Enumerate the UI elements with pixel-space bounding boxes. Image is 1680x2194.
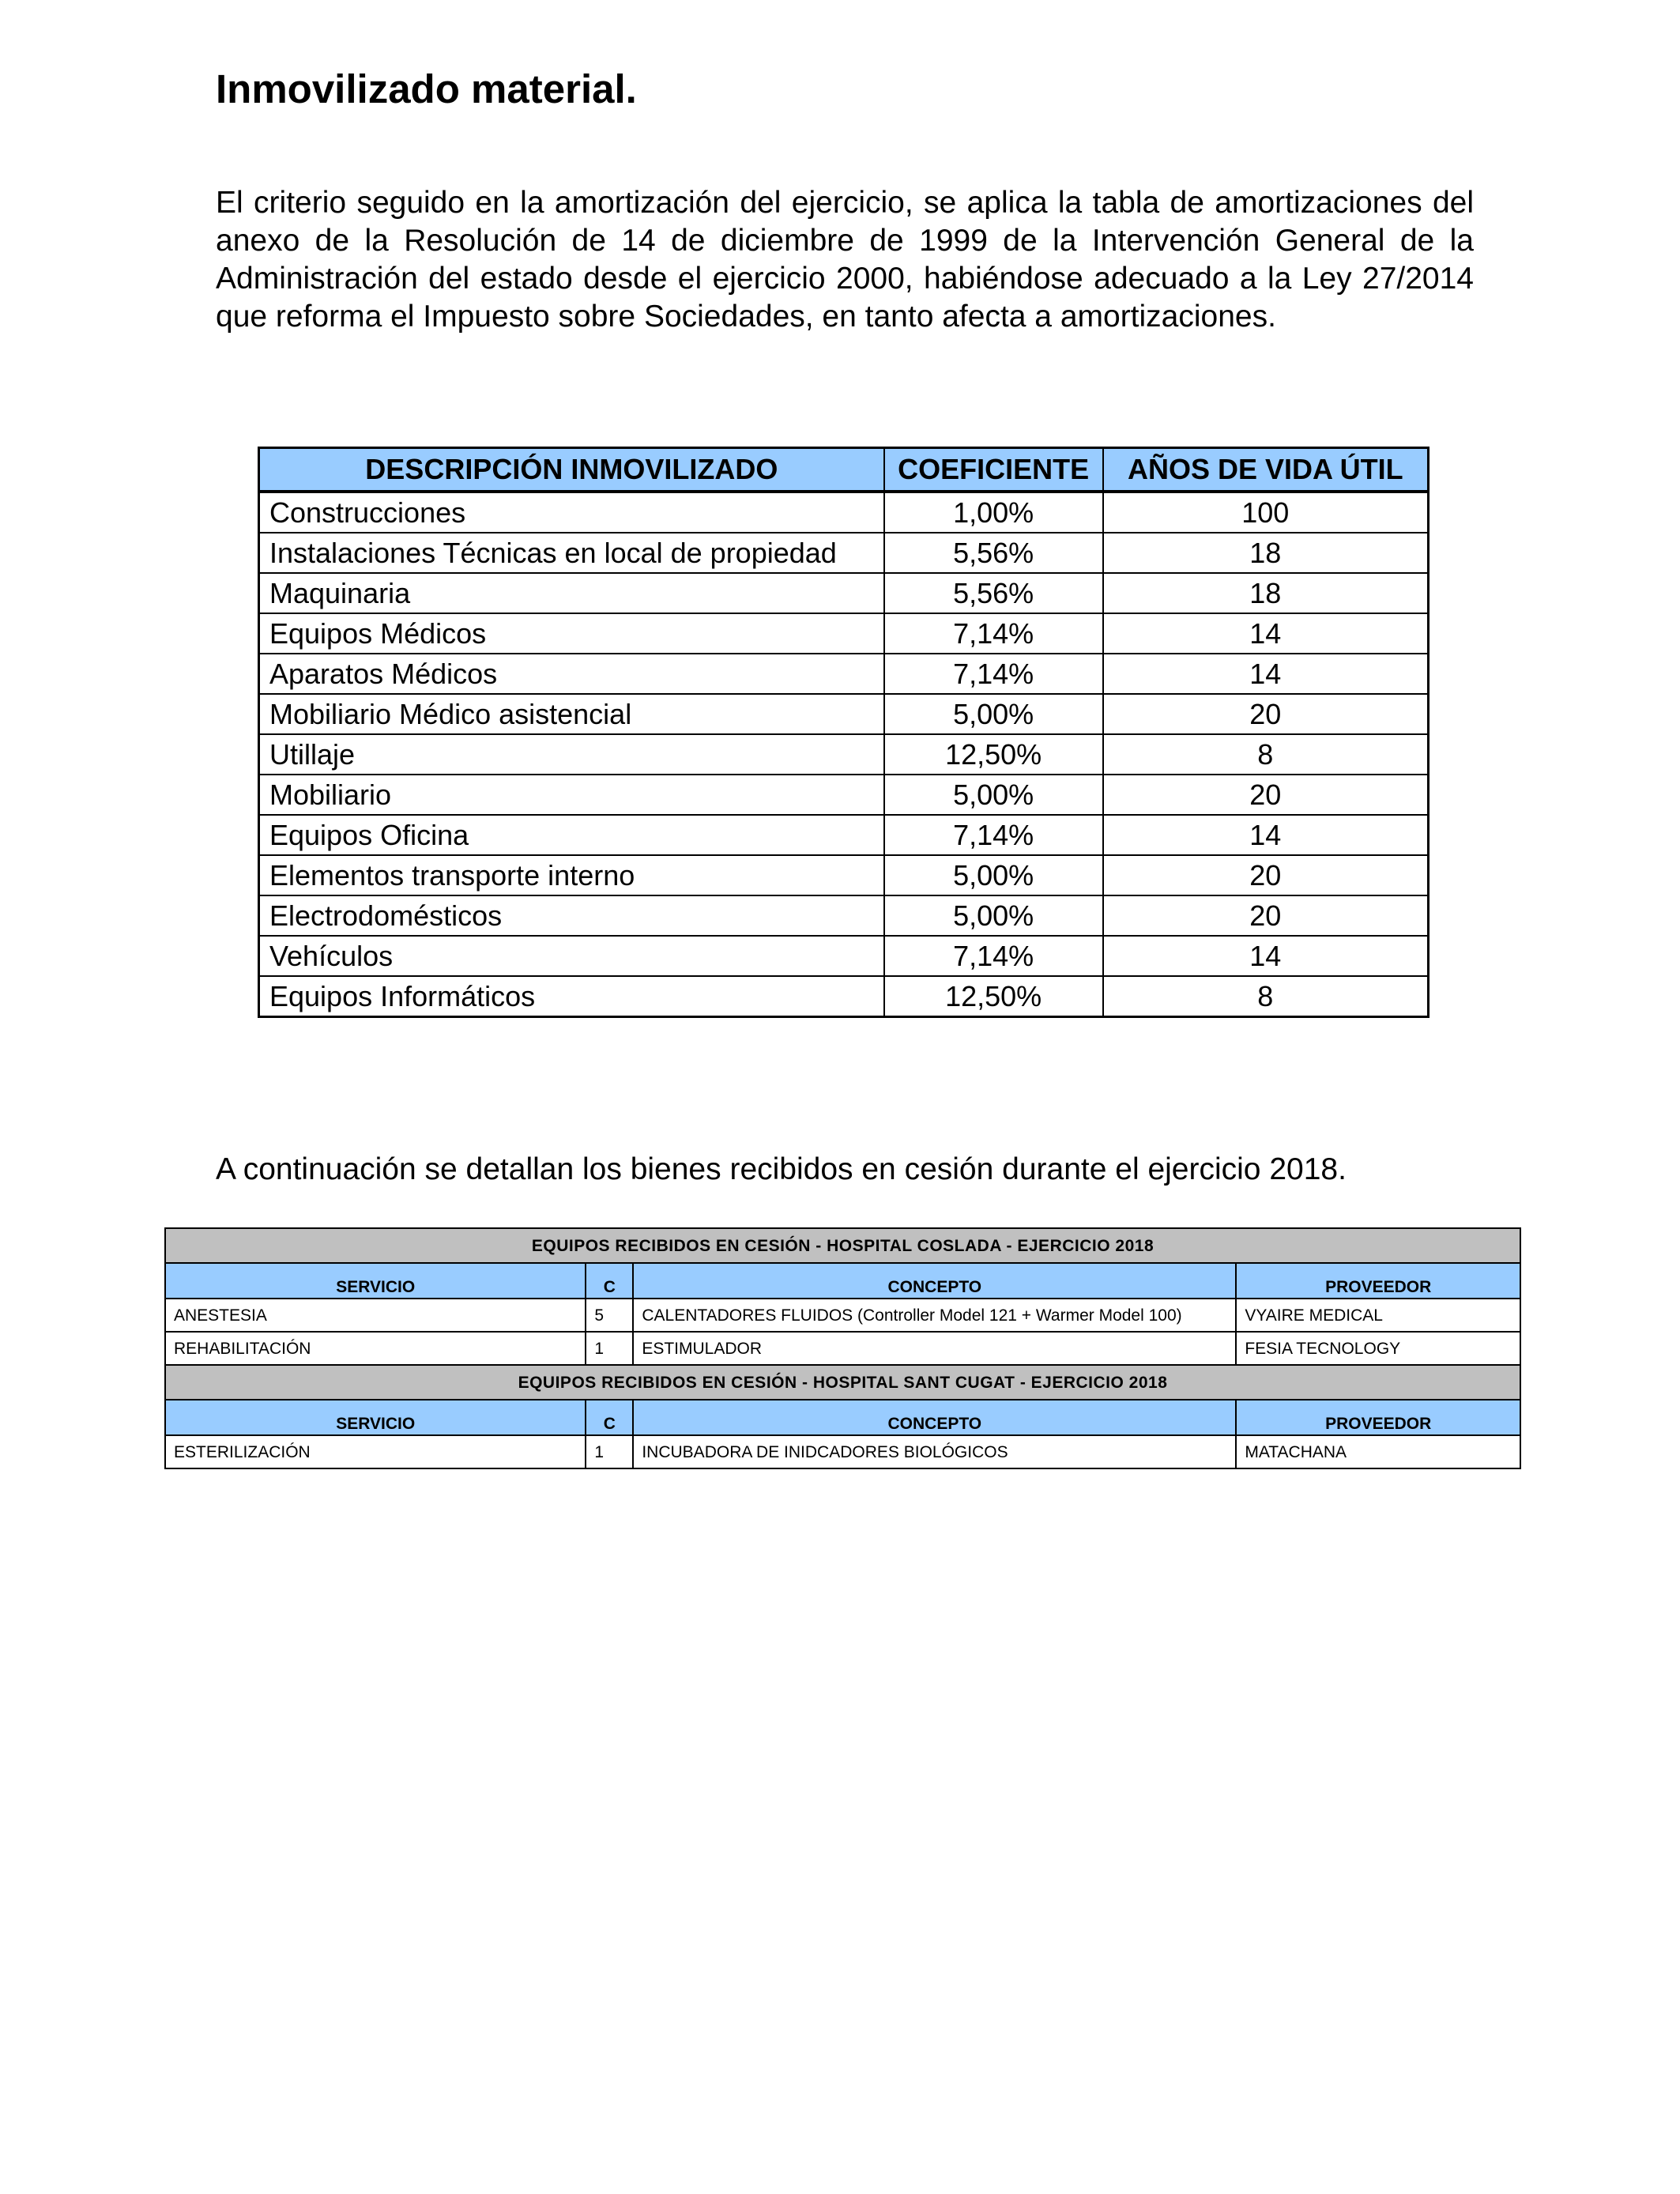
cesion-intro-paragraph: A continuación se detallan los bienes recibidos en cesión durante el ejercicio 2018. — [216, 1152, 1347, 1186]
table-row — [259, 936, 1429, 976]
row-years: 14 — [1103, 936, 1429, 976]
row-coefficient: 7,14% — [884, 815, 1103, 855]
row-coefficient: 7,14% — [884, 936, 1103, 976]
row-years: 14 — [1103, 613, 1429, 654]
row-description: Construcciones — [259, 492, 884, 533]
cell-servicio: ESTERILIZACIÓN — [165, 1435, 586, 1468]
header-concepto: CONCEPTO — [633, 1263, 1236, 1299]
row-years: 8 — [1103, 734, 1429, 775]
row-description: Equipos Informáticos — [259, 976, 884, 1017]
header-concepto: CONCEPTO — [633, 1400, 1236, 1435]
table-row — [259, 573, 1429, 613]
table-row — [259, 775, 1429, 815]
header-c: C — [586, 1400, 633, 1435]
table-row — [165, 1435, 1520, 1468]
table-row — [259, 492, 1429, 533]
table-row — [259, 654, 1429, 694]
table-row — [259, 533, 1429, 573]
column-header-row — [165, 1263, 1520, 1299]
row-description: Vehículos — [259, 936, 884, 976]
cell-c: 1 — [586, 1332, 633, 1365]
row-description: Elementos transporte interno — [259, 855, 884, 895]
table-row — [165, 1299, 1520, 1332]
row-coefficient: 12,50% — [884, 976, 1103, 1017]
page-title: Inmovilizado material. — [216, 66, 637, 111]
row-years: 14 — [1103, 654, 1429, 694]
amortization-table — [258, 447, 1430, 1018]
row-coefficient: 5,00% — [884, 895, 1103, 936]
table-row — [259, 815, 1429, 855]
cesion-table — [164, 1227, 1521, 1469]
cell-c: 5 — [586, 1299, 633, 1332]
row-years: 20 — [1103, 775, 1429, 815]
cell-proveedor: VYAIRE MEDICAL — [1236, 1299, 1520, 1332]
table-row — [165, 1332, 1520, 1365]
amortization-header-row — [259, 448, 1429, 492]
row-coefficient: 5,00% — [884, 775, 1103, 815]
row-description: Mobiliario Médico asistencial — [259, 694, 884, 734]
table-row — [259, 895, 1429, 936]
row-description: Utillaje — [259, 734, 884, 775]
cell-proveedor: MATACHANA — [1236, 1435, 1520, 1468]
cell-concepto: ESTIMULADOR — [633, 1332, 1236, 1365]
cell-c: 1 — [586, 1435, 633, 1468]
row-description: Equipos Oficina — [259, 815, 884, 855]
header-proveedor: PROVEEDOR — [1236, 1400, 1520, 1435]
table-row — [259, 613, 1429, 654]
table-row — [259, 694, 1429, 734]
intro-paragraph: El criterio seguido en la amortización del ejercicio, se aplica la tabla de amortizaciones del anexo de la Resolución de 14 de diciembre de 1999 de la Intervención General de la Administración del estado desde el ejercicio 2000, habiéndose adecuado a la Ley 27/2014 que reforma el Impuesto sobre Sociedades, en tanto afecta a amortizaciones. — [216, 186, 1474, 334]
group-title-coslada: EQUIPOS RECIBIDOS EN CESIÓN - HOSPITAL COSLADA - EJERCICIO 2018 — [165, 1228, 1520, 1263]
table-row — [259, 976, 1429, 1017]
header-coeficiente: COEFICIENTE — [884, 448, 1103, 492]
cell-proveedor: FESIA TECNOLOGY — [1236, 1332, 1520, 1365]
row-description: Aparatos Médicos — [259, 654, 884, 694]
row-years: 18 — [1103, 533, 1429, 573]
table-row — [259, 734, 1429, 775]
cell-servicio: REHABILITACIÓN — [165, 1332, 586, 1365]
header-anos-vida-util: AÑOS DE VIDA ÚTIL — [1103, 448, 1429, 492]
header-servicio: SERVICIO — [165, 1263, 586, 1299]
row-years: 8 — [1103, 976, 1429, 1017]
row-years: 18 — [1103, 573, 1429, 613]
group-title-sant-cugat: EQUIPOS RECIBIDOS EN CESIÓN - HOSPITAL SANT CUGAT - EJERCICIO 2018 — [165, 1365, 1520, 1400]
header-descripcion: DESCRIPCIÓN INMOVILIZADO — [259, 448, 884, 492]
table-row — [259, 855, 1429, 895]
row-coefficient: 5,56% — [884, 573, 1103, 613]
row-coefficient: 5,00% — [884, 855, 1103, 895]
column-header-row — [165, 1400, 1520, 1435]
row-coefficient: 12,50% — [884, 734, 1103, 775]
row-coefficient: 1,00% — [884, 492, 1103, 533]
header-proveedor: PROVEEDOR — [1236, 1263, 1520, 1299]
cell-concepto: CALENTADORES FLUIDOS (Controller Model 121 + Warmer Model 100) — [633, 1299, 1236, 1332]
row-years: 20 — [1103, 855, 1429, 895]
header-servicio: SERVICIO — [165, 1400, 586, 1435]
row-description: Equipos Médicos — [259, 613, 884, 654]
cell-concepto: INCUBADORA DE INIDCADORES BIOLÓGICOS — [633, 1435, 1236, 1468]
row-years: 14 — [1103, 815, 1429, 855]
row-years: 100 — [1103, 492, 1429, 533]
row-description: Instalaciones Técnicas en local de propiedad — [259, 533, 884, 573]
row-coefficient: 7,14% — [884, 613, 1103, 654]
row-years: 20 — [1103, 895, 1429, 936]
row-coefficient: 7,14% — [884, 654, 1103, 694]
group-title-row — [165, 1365, 1520, 1400]
group-title-row — [165, 1228, 1520, 1263]
row-description: Maquinaria — [259, 573, 884, 613]
row-coefficient: 5,00% — [884, 694, 1103, 734]
row-years: 20 — [1103, 694, 1429, 734]
row-description: Mobiliario — [259, 775, 884, 815]
cell-servicio: ANESTESIA — [165, 1299, 586, 1332]
row-description: Electrodomésticos — [259, 895, 884, 936]
header-c: C — [586, 1263, 633, 1299]
row-coefficient: 5,56% — [884, 533, 1103, 573]
